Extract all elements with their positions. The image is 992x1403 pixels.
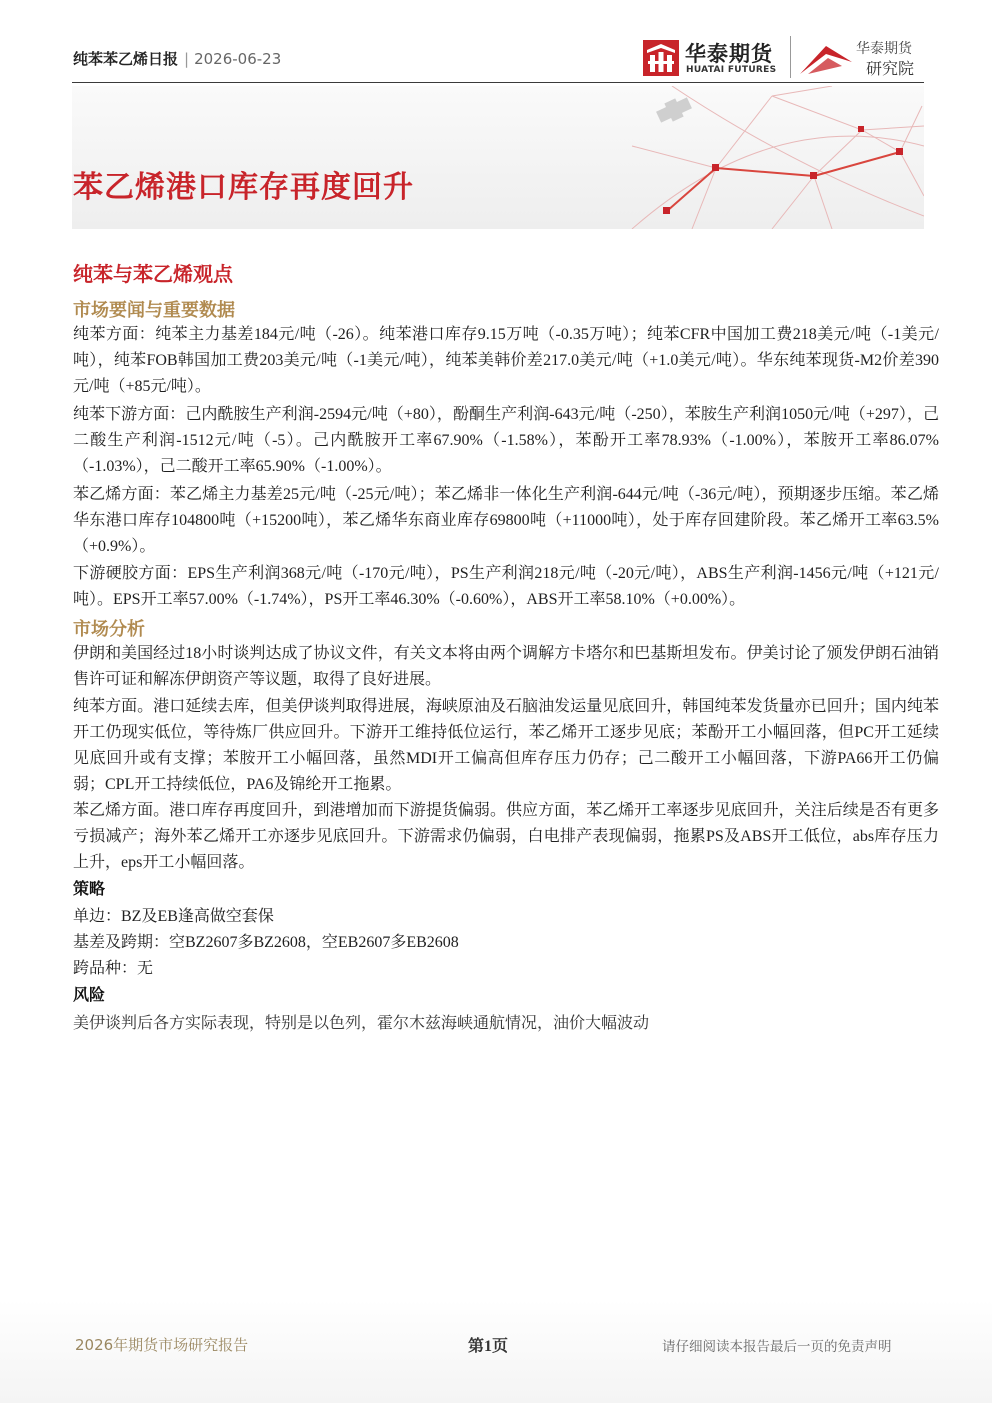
strategy-line-basis-spread: 基差及跨期：空BZ2607多BZ2608，空EB2607多EB2608 [73,934,459,951]
strategy-heading: 策略 [73,879,106,898]
page-title: 苯乙烯港口库存再度回升 [73,170,414,205]
logo2-line1: 华泰期货 [856,41,912,57]
page-number: 第1页 [468,1338,509,1355]
footer-report-label: 2026年期货市场研究报告 [75,1336,249,1354]
market-analysis-heading: 市场分析 [73,619,145,640]
footer-disclaimer-note: 请仔细阅读本报告最后一页的免责声明 [662,1339,892,1355]
logo1-en: HUATAI FUTURES [686,65,777,75]
news-paragraph-benzene: 纯苯方面：纯苯主力基差184元/吨（-26）。纯苯港口库存9.15万吨（-0.35万吨）；纯苯CFR中国加工费218美元/吨（-1美元/吨），纯苯FOB韩国加工费203美元/吨（-1美元/吨），纯苯美韩价差217.0美元/吨（+1.0美元/吨）。华东纯苯现货-M2价差390元/吨（+85元/吨）。 [73,326,939,395]
section-title: 纯苯与苯乙烯观点 [73,262,233,286]
logo2-line2: 研究院 [866,59,915,78]
analysis-paragraph-geopolitics: 伊朗和美国经过18小时谈判达成了协议文件，有关文本将由两个调解方卡塔尔和巴基斯坦发布。伊美讨论了颁发伊朗石油销售许可证和解冻伊朗资产等议题，取得了良好进展。 [73,645,939,688]
news-paragraph-styrene: 苯乙烯方面：苯乙烯主力基差25元/吨（-25元/吨）；苯乙烯非一体化生产利润-644元/吨（-36元/吨），预期逐步压缩。苯乙烯华东港口库存104800吨（+15200吨），苯乙烯华东商业库存69800吨（+11000吨），处于库存回建阶段。苯乙烯开工率63.5%（+0.9%）。 [73,486,939,555]
analysis-paragraph-benzene: 纯苯方面。港口延续去库，但美伊谈判取得进展，海峡原油及石脑油发运量见底回升，韩国纯苯发货量亦已回升；国内纯苯开工仍现实低位，等待炼厂供应回升。下游开工维持低位运行，苯乙烯开工逐步见底；苯酚开工小幅回落，但PC开工延续见底回升或有支撑；苯胺开工小幅回落，虽然MDI开工偏高但库存压力仍存；己二酸开工小幅回落，下游PA66开工仍偏弱；CPL开工持续低位，PA6及锦纶开工拖累。 [73,698,939,793]
report-date: 2026-06-23 [194,50,282,68]
report-header [73,48,281,69]
market-news-heading: 市场要闻与重要数据 [73,300,235,321]
huatai-futures-logo [643,38,783,78]
huatai-logo-icon [643,40,679,76]
news-paragraph-hard-plastics: 下游硬胶方面：EPS生产利润368元/吨（-170元/吨），PS生产利润218元/吨（-20元/吨），ABS生产利润-1456元/吨（+121元/吨）。EPS开工率57.00%（-1.74%），PS开工率46.30%（-0.60%），ABS开工率58.10%（+0.00%）。 [73,565,939,608]
strategy-line-single-side: 单边：BZ及EB逢高做空套保 [73,908,274,925]
header-rule [72,82,924,83]
analysis-paragraph-styrene: 苯乙烯方面。港口库存再度回升，到港增加而下游提货偏弱。供应方面，苯乙烯开工率逐步见底回升，关注后续是否有更多亏损减产；海外苯乙烯开工亦逐步见底回升。下游需求仍偏弱，白电排产表现偏弱，拖累PS及ABS开工低位，abs库存压力上升，eps开工小幅回落。 [73,802,939,871]
strategy-line-cross-product: 跨品种：无 [73,960,154,977]
research-institute-logo [798,36,928,80]
header-separator: | [184,50,190,68]
network-graphic [72,86,924,229]
news-paragraph-downstream: 纯苯下游方面：己内酰胺生产利润-2594元/吨（+80），酚酮生产利润-643元/吨（-250），苯胺生产利润1050元/吨（+297），己二酸生产利润-1512元/吨（-5）。己内酰胺开工率67.90%（-1.58%），苯酚开工率78.93%（-1.00%），苯胺开工率86.07%（-1.03%），己二酸开工率65.90%（-1.00%）。 [73,406,939,475]
logo1-cn: 华泰期货 [685,42,773,66]
risk-heading: 风险 [73,985,106,1004]
research-logo-icon [798,40,854,78]
risk-text: 美伊谈判后各方实际表现，特别是以色列，霍尔木兹海峡通航情况，油价大幅波动 [73,1015,650,1032]
report-name: 纯苯苯乙烯日报 [73,50,179,68]
logo-divider [790,36,791,78]
title-banner [72,86,924,229]
